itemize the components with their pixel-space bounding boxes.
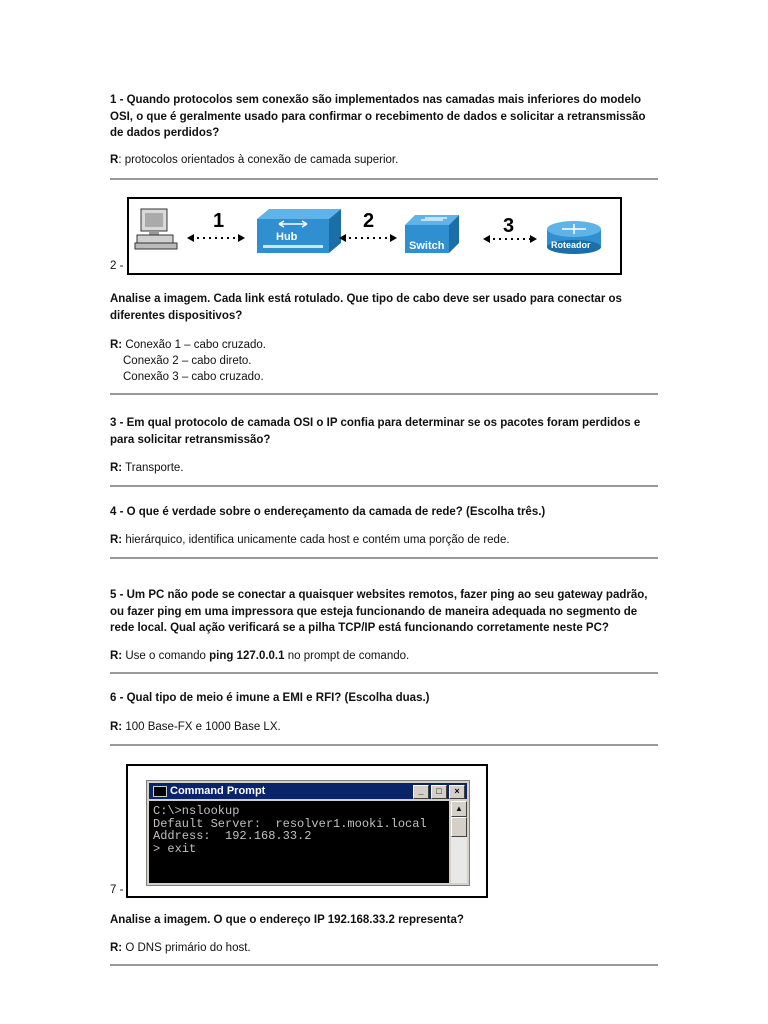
answer-3 [110,460,658,476]
divider [110,393,658,395]
link-2 [339,234,397,242]
answer-label: R [110,154,119,166]
answer-text-post: no prompt de comando. [287,650,410,662]
answer-6 [110,719,658,735]
answer-line-3: Conexão 3 – cabo cruzado. [123,371,264,383]
answer-text: O DNS primário do host. [125,942,251,954]
window-controls [413,785,465,799]
scroll-thumb [451,817,467,837]
answer-line-2: Conexão 2 – cabo direto. [123,355,252,367]
pc-icon [135,209,177,249]
divider [110,964,658,966]
question-7: Analise a imagem. O que o endereço IP 192.168.33.2 representa? [110,914,464,926]
answer-label: R: [110,721,123,733]
question-6: 6 - Qual tipo de meio é imune a EMI e RFI? (Escolha duas.) [110,692,430,704]
answer-label: R: [110,339,123,351]
answer-label: R: [110,462,123,474]
maximize-icon: □ [431,785,447,799]
answer-label: R: [110,534,123,546]
scrollbar [451,801,467,883]
hub-label: Hub [276,231,298,243]
answer-label: R: [110,650,123,662]
answer-7 [110,940,658,956]
cmd-icon [153,786,167,797]
question-7-number: 7 - [110,884,124,896]
command-prompt-window [146,780,470,886]
answer-text: hierárquico, identifica unicamente cada host e contém uma porção de rede. [125,534,510,546]
close-icon: × [449,785,465,799]
answer-2 [110,337,658,385]
divider [110,557,658,559]
answer-1 [110,152,658,168]
window-title: Command Prompt [170,785,266,797]
link-1 [187,234,245,242]
switch-label: Switch [409,240,445,252]
network-diagram [127,197,622,275]
console-line: > exit [153,841,197,856]
answer-text: Transporte. [125,462,184,474]
answer-text-pre: Use o comando [125,650,206,662]
question-2: Analise a imagem. Cada link está rotulado. Que tipo de cabo deve ser usado para conectar os diferentes dispositivos? [110,293,622,322]
command-prompt-image [126,764,488,898]
question-5: 5 - Um PC não pode se conectar a quaisquer websites remotos, fazer ping ao seu gateway padrão, ou fazer ping em uma impressora que esteja funcionando de maneira adequada no segmento de rede local. Qual ação verificará se a pilha TCP/IP está funcionando corretamente neste PC? [110,589,648,634]
question-2-number: 2 - [110,260,124,272]
router-label: Roteador [551,240,591,250]
answer-label: R: [110,942,123,954]
answer-line-1: Conexão 1 – cabo cruzado. [125,339,266,351]
answer-text: 100 Base-FX e 1000 Base LX. [125,721,281,733]
link-1-label: 1 [213,210,225,232]
console-line: C:\>nslookup [153,804,240,818]
divider [110,672,658,674]
console-output [149,801,449,883]
answer-command: ping 127.0.0.1 [209,650,285,662]
minimize-icon: _ [413,785,429,799]
question-3: 3 - Em qual protocolo de camada OSI o IP confia para determinar se os pacotes foram perdidos e para solicitar retransmissão? [110,417,641,446]
answer-4 [110,532,658,548]
answer-text: : protocolos orientados à conexão de camada superior. [118,154,399,166]
question-1: 1 - Quando protocolos sem conexão são implementados nas camadas mais inferiores do modelo OSI, o que é geralmente usado para confirmar o recebimento de dados e solicitar a retransmissão de dados perdidos? [110,94,646,139]
console-line: Address: 192.168.33.2 [153,829,312,843]
hub-icon [257,209,341,253]
divider [110,178,658,180]
console-line: Default Server: resolver1.mooki.local [153,816,427,831]
divider [110,485,658,487]
link-2-label: 2 [363,210,375,232]
question-4: 4 - O que é verdade sobre o endereçamento da camada de rede? (Escolha três.) [110,506,546,518]
answer-5 [110,648,658,664]
divider [110,744,658,746]
link-3-label: 3 [503,215,515,237]
scroll-up-icon: ▲ [451,801,467,817]
